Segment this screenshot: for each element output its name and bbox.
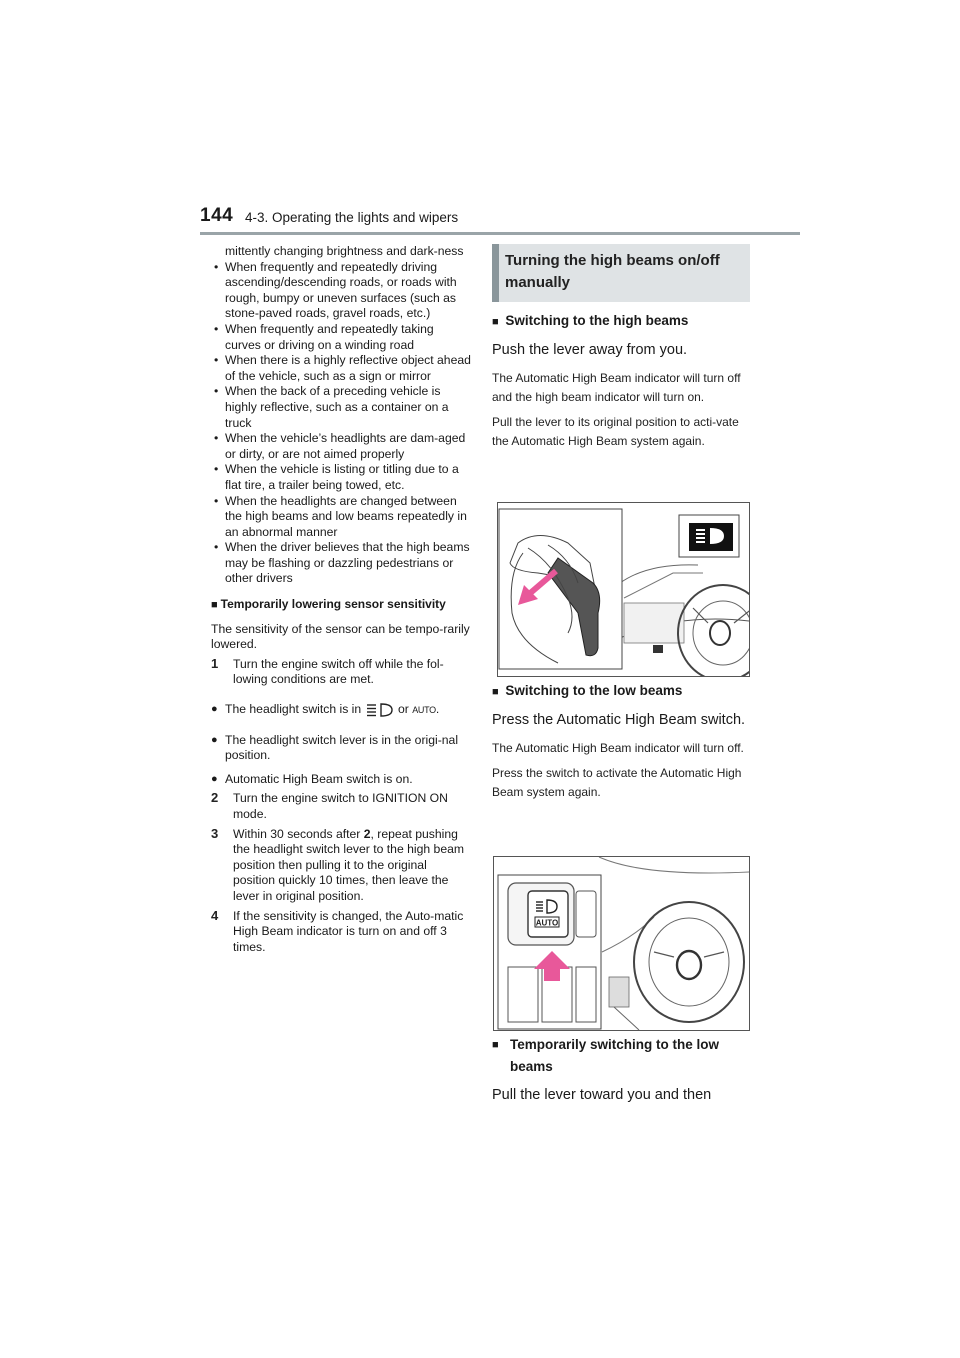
instruction-text: Pull the lever toward you and then bbox=[492, 1087, 712, 1103]
bullet-item: • When the back of a preceding vehicle is highly reflective, such as a container on a truck bbox=[211, 384, 471, 431]
switch-auto-label: AUTO bbox=[535, 918, 559, 928]
step-reference: 2 bbox=[363, 826, 371, 841]
lever-illustration bbox=[497, 502, 750, 677]
high-beams-subsection bbox=[492, 310, 752, 451]
switch-illustration bbox=[493, 856, 750, 1031]
lever-drawing bbox=[498, 503, 749, 676]
chapter-title: 4-3. Operating the lights and wipers bbox=[245, 210, 459, 225]
square-bullet-icon: ■ bbox=[492, 1039, 499, 1051]
note-text: Pull the lever to its original position to acti-vate the Automatic High Beam system again. bbox=[492, 415, 739, 448]
continuation-text: mittently changing brightness and dark-ness bbox=[225, 244, 464, 258]
bullet-item: • When the driver believes that the high beams may be flashing or dazzling pedestrians or other drivers bbox=[211, 540, 471, 587]
step-number: 2 bbox=[211, 790, 219, 806]
bullet-item: • When the vehicle is listing or titling due to a flat tire, a trailer being towed, etc. bbox=[211, 462, 471, 493]
page-number: 144 bbox=[200, 205, 234, 226]
note-text: Press the switch to activate the Automatic High Beam system again. bbox=[492, 766, 742, 799]
step-number: 1 bbox=[211, 655, 219, 671]
section-heading: Turning the high beams on/off manually bbox=[505, 252, 720, 291]
subheading-high-beams: ■ Switching to the high beams bbox=[492, 313, 689, 328]
bullet-item: • When the headlights are changed between the high beams and low beams repeatedly in an abnormal manner bbox=[211, 494, 471, 541]
header-rule bbox=[200, 232, 800, 235]
circle-bullet-icon: ● bbox=[211, 772, 218, 785]
square-bullet-icon: ■ bbox=[211, 599, 218, 612]
step-4: 4 If the sensitivity is changed, the Auto-matic High Beam indicator is turn on and off 3 times. bbox=[211, 907, 464, 954]
subheading-low-beams: ■ Switching to the low beams bbox=[492, 683, 683, 698]
subheading-temp-low-beams: ■ Temporarily switching to the low beams bbox=[492, 1034, 752, 1078]
bullet-item: • When there is a highly reflective object ahead of the vehicle, such as a sign or mirror bbox=[211, 353, 471, 384]
circle-bullet-icon: ● bbox=[211, 703, 218, 716]
instruction-text: Press the Automatic High Beam switch. bbox=[492, 712, 746, 728]
condition-bullet-list bbox=[211, 260, 471, 587]
square-bullet-icon: ■ bbox=[492, 686, 499, 698]
step-1: 1 Turn the engine switch off while the fol-lowing conditions are met. bbox=[211, 655, 444, 687]
switch-drawing bbox=[494, 857, 749, 1030]
headlight-symbol-icon bbox=[365, 703, 395, 717]
note-text: The Automatic High Beam indicator will turn off and the high beam indicator will turn on. bbox=[492, 371, 741, 404]
bullet-item: • When frequently and repeatedly driving ascending/descending roads, or roads with rough, bumpy or uneven surfaces (such as stone-paved roads, gravel roads, etc.) bbox=[211, 260, 471, 322]
auto-symbol-icon: AUTO bbox=[412, 705, 436, 716]
condition-3: ● Automatic High Beam switch is on. bbox=[211, 771, 413, 786]
low-beams-subsection bbox=[492, 680, 752, 802]
auto-high-beam-switch bbox=[528, 891, 568, 937]
bullet-item: • When frequently and repeatedly taking curves or driving on a winding road bbox=[211, 322, 471, 353]
condition-2: ● The headlight switch lever is in the origi-nal position. bbox=[211, 732, 459, 763]
note-text: The Automatic High Beam indicator will turn off. bbox=[492, 741, 744, 755]
temp-low-beams-subsection bbox=[492, 1034, 752, 1106]
left-column bbox=[211, 244, 471, 955]
bullet-item: • When the vehicle’s headlights are dam-aged or dirty, or are not aimed properly bbox=[211, 431, 471, 462]
circle-bullet-icon: ● bbox=[211, 733, 218, 746]
square-bullet-icon: ■ bbox=[492, 316, 499, 328]
section-heading-bar bbox=[492, 244, 499, 302]
condition-1: ● The headlight switch is in or AUTO. bbox=[211, 702, 440, 717]
step-number: 4 bbox=[211, 907, 219, 923]
step-number: 3 bbox=[211, 825, 219, 841]
step-2: 2 Turn the engine switch to IGNITION ON mode. bbox=[211, 790, 448, 821]
subheading: ■ Temporarily lowering sensor sensitivity bbox=[211, 597, 446, 612]
step-3: 3 Within 30 seconds after 2, repeat pushing the headlight switch lever to the high beam position then pulling it to the original position quickly 10 times, then leave the lever in original position. bbox=[211, 825, 465, 903]
intro-text: The sensitivity of the sensor can be tempo-rarily lowered. bbox=[211, 621, 470, 652]
instruction-text: Push the lever away from you. bbox=[492, 342, 688, 358]
